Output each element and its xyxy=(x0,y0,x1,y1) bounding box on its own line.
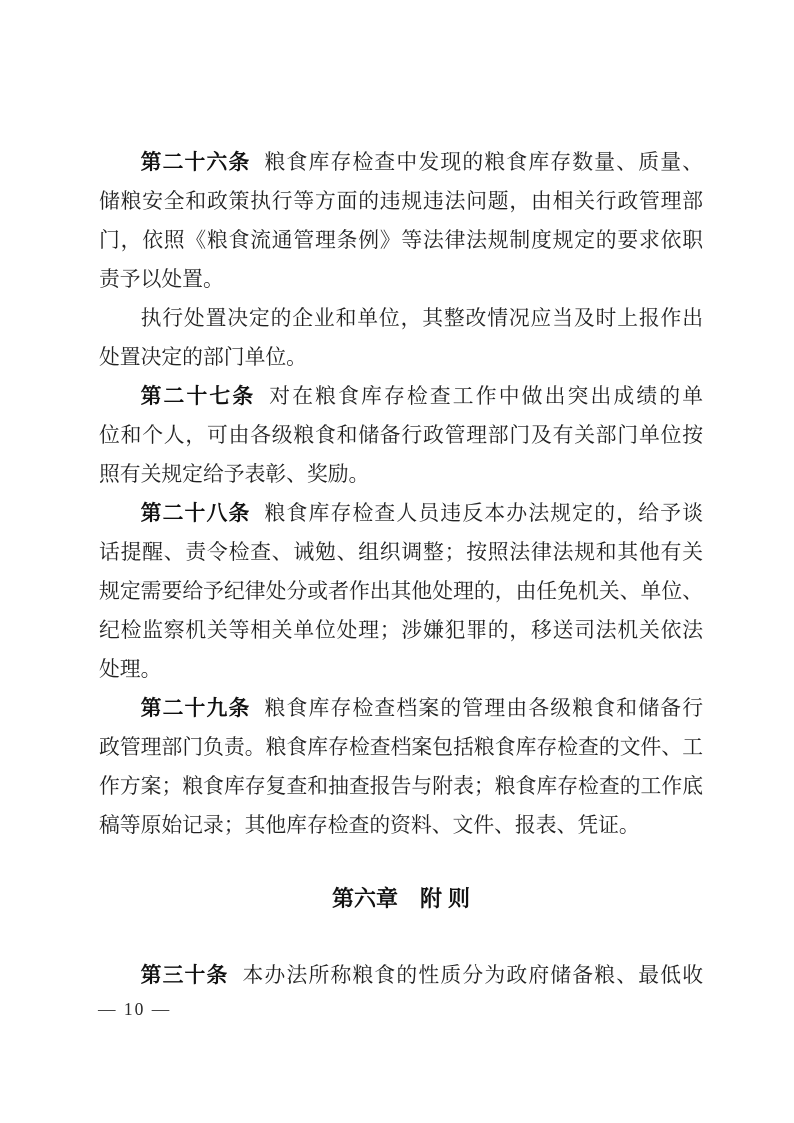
chapter-heading: 第六章 附 则 xyxy=(331,886,471,911)
article-text: 本办法所称粮食的性质分为政府储备粮、最低收 xyxy=(242,964,704,987)
text-line: 储粮安全和政策执行等方面的违规违法问题，由相关行政管理部 xyxy=(99,190,703,213)
text-line: 政管理部门负责。粮食库存检查档案包括粮食库存检查的文件、工 xyxy=(99,736,703,759)
text-line: 责予以处置。 xyxy=(99,268,224,291)
article-number: 第二十八条 xyxy=(140,502,251,525)
text-line: 门，依照《粮食流通管理条例》等法律法规制度规定的要求依职 xyxy=(99,229,703,252)
text-line xyxy=(99,143,703,182)
text-line: 规定需要给予纪律处分或者作出其他处理的，由任免机关、单位、 xyxy=(99,580,703,603)
article-number: 第二十六条 xyxy=(140,151,251,174)
article-text: 粮食库存检查中发现的粮食库存数量、质量、 xyxy=(264,151,704,174)
article-text: 粮食库存检查人员违反本办法规定的，给予谈 xyxy=(264,502,704,525)
text-line: 处置决定的部门单位。 xyxy=(99,346,307,369)
text-line xyxy=(99,689,703,728)
article-number: 第二十七条 xyxy=(140,385,256,408)
article-text: 粮食库存检查档案的管理由各级粮食和储备行 xyxy=(264,697,704,720)
text-line: 执行处置决定的企业和单位，其整改情况应当及时上报作出 xyxy=(140,307,703,330)
text-line: 话提醒、责令检查、诫勉、组织调整；按照法律法规和其他有关 xyxy=(99,541,703,564)
article-number: 第三十条 xyxy=(140,964,229,987)
text-line xyxy=(99,956,703,995)
text-line: 纪检监察机关等相关单位处理；涉嫌犯罪的，移送司法机关依法 xyxy=(99,619,703,642)
text-line: 位和个人，可由各级粮食和储备行政管理部门及有关部门单位按 xyxy=(99,424,703,447)
article-text: 对在粮食库存检查工作中做出突出成绩的单 xyxy=(269,385,704,408)
article-number: 第二十九条 xyxy=(140,697,251,720)
text-line: 处理。 xyxy=(99,658,162,681)
text-line: 照有关规定给予表彰、奖励。 xyxy=(99,463,370,486)
text-line xyxy=(99,494,703,533)
text-line: 稿等原始记录；其他库存检查的资料、文件、报表、凭证。 xyxy=(99,814,640,837)
text-line xyxy=(99,377,703,416)
page-number: — 10 — xyxy=(98,999,172,1019)
document-body xyxy=(99,143,703,995)
text-line: 作方案；粮食库存复查和抽查报告与附表；粮食库存检查的工作底 xyxy=(99,775,703,798)
